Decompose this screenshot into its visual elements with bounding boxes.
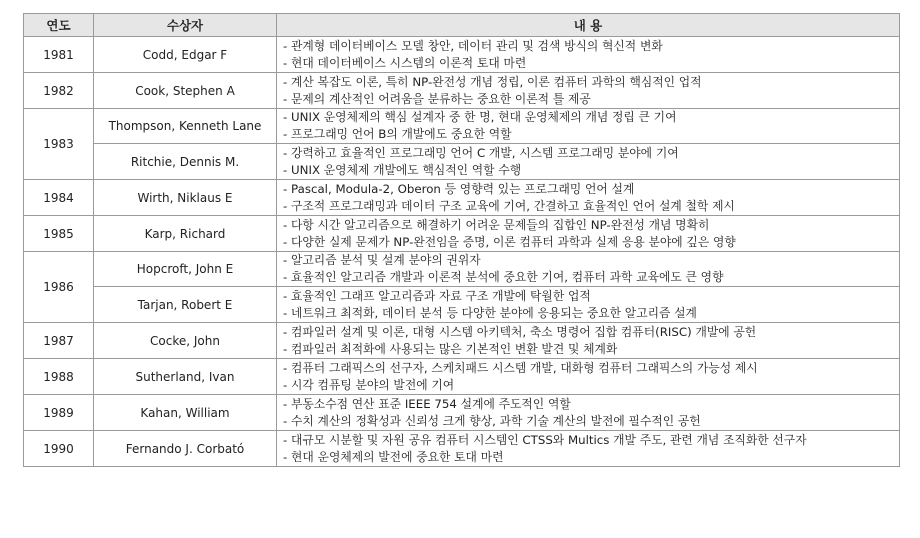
content-line: - 대규모 시분할 및 자원 공유 컴퓨터 시스템인 CTSS와 Multics 개발 주도, 관련 개념 조직화한 선구자	[283, 432, 807, 447]
table-row	[24, 252, 900, 287]
content-line: - 부동소수점 연산 표준 IEEE 754 설계에 주도적인 역할	[283, 396, 571, 411]
header-year: 연도	[24, 14, 94, 37]
table-row	[24, 180, 900, 216]
year-cell: 1984	[24, 180, 94, 216]
content-cell	[277, 180, 900, 216]
table-row	[24, 395, 900, 431]
content-cell	[277, 216, 900, 252]
table-row	[24, 287, 900, 323]
winner-cell: Tarjan, Robert E	[94, 287, 277, 323]
table-row	[24, 323, 900, 359]
content-line: - 프로그래밍 언어 B의 개발에도 중요한 역할	[283, 127, 512, 141]
winner-cell: Codd, Edgar F	[94, 37, 277, 73]
content-line: - 컴파일러 설계 및 이론, 대형 시스템 아키텍처, 축소 명령어 집합 컴퓨터(RISC) 개발에 공헌	[283, 324, 757, 339]
winner-cell: Cocke, John	[94, 323, 277, 359]
content-cell	[277, 359, 900, 395]
content-line: - UNIX 운영체제의 핵심 설계자 중 한 명, 현대 운영체제의 개념 정립 큰 기여	[283, 110, 677, 124]
winner-cell: Fernando J. Corbató	[94, 431, 277, 467]
content-line: - 효율적인 알고리즘 개발과 이론적 분석에 중요한 기여, 컴퓨터 과학 교육에도 큰 영향	[283, 270, 724, 284]
content-line: - 효율적인 그래프 알고리즘과 자료 구조 개발에 탁월한 업적	[283, 288, 591, 303]
content-line: - 알고리즘 분석 및 설계 분야의 권위자	[283, 253, 481, 267]
content-line: - 강력하고 효율적인 프로그래밍 언어 C 개발, 시스템 프로그래밍 분야에 기여	[283, 145, 679, 160]
content-cell	[277, 431, 900, 467]
table-row	[24, 144, 900, 180]
winner-cell: Wirth, Niklaus E	[94, 180, 277, 216]
table-row	[24, 37, 900, 73]
table-row	[24, 216, 900, 252]
content-line: - UNIX 운영체제 개발에도 핵심적인 역할 수행	[283, 162, 522, 177]
content-line: - 계산 복잡도 이론, 특히 NP-완전성 개념 정립, 이론 컴퓨터 과학의 핵심적인 업적	[283, 74, 702, 89]
content-line: - 컴파일러 최적화에 사용되는 많은 기본적인 변환 발견 및 체계화	[283, 341, 618, 356]
year-cell: 1989	[24, 395, 94, 431]
year-cell: 1988	[24, 359, 94, 395]
winner-cell: Ritchie, Dennis M.	[94, 144, 277, 180]
turing-award-table	[23, 13, 900, 467]
content-cell	[277, 252, 900, 287]
winner-cell: Hopcroft, John E	[94, 252, 277, 287]
year-cell: 1985	[24, 216, 94, 252]
content-line: - 다양한 실제 문제가 NP-완전임을 증명, 이론 컴퓨터 과학과 실제 응용 분야에 깊은 영향	[283, 234, 736, 249]
content-line: - 현대 데이터베이스 시스템의 이론적 토대 마련	[283, 55, 527, 70]
content-line: - 수치 계산의 정확성과 신뢰성 크게 향상, 과학 기술 계산의 발전에 필수적인 공헌	[283, 413, 701, 428]
year-cell: 1990	[24, 431, 94, 467]
content-line: - 문제의 계산적인 어려움을 분류하는 중요한 이론적 틀 제공	[283, 91, 591, 106]
content-line: - 컴퓨터 그래픽스의 선구자, 스케치패드 시스템 개발, 대화형 컴퓨터 그래픽스의 가능성 제시	[283, 360, 758, 375]
content-cell	[277, 144, 900, 180]
content-line: - 현대 운영체제의 발전에 중요한 토대 마련	[283, 449, 504, 464]
content-line: - 시각 컴퓨팅 분야의 발전에 기여	[283, 377, 455, 392]
content-cell	[277, 287, 900, 323]
winner-cell: Cook, Stephen A	[94, 73, 277, 109]
year-cell: 1981	[24, 37, 94, 73]
year-cell: 1987	[24, 323, 94, 359]
content-cell	[277, 323, 900, 359]
winner-cell: Karp, Richard	[94, 216, 277, 252]
header-row	[24, 14, 900, 37]
winner-cell: Kahan, William	[94, 395, 277, 431]
content-line: - Pascal, Modula-2, Oberon 등 영향력 있는 프로그래밍 언어 설계	[283, 181, 635, 196]
header-winner: 수상자	[94, 14, 277, 37]
content-line: - 네트워크 최적화, 데이터 분석 등 다양한 분야에 응용되는 중요한 알고리즘 설계	[283, 305, 697, 320]
year-cell: 1982	[24, 73, 94, 109]
content-cell	[277, 73, 900, 109]
content-line: - 구조적 프로그래밍과 데이터 구조 교육에 기여, 간결하고 효율적인 언어 설계 철학 제시	[283, 198, 735, 213]
content-cell	[277, 37, 900, 73]
winner-cell: Thompson, Kenneth Lane	[94, 109, 277, 144]
winner-cell: Sutherland, Ivan	[94, 359, 277, 395]
table-row	[24, 109, 900, 144]
content-line: - 관계형 데이터베이스 모델 창안, 데이터 관리 및 검색 방식의 혁신적 변화	[283, 38, 663, 53]
year-cell: 1983	[24, 109, 94, 180]
table-row	[24, 359, 900, 395]
content-cell	[277, 109, 900, 144]
awards-table-container	[23, 13, 899, 467]
content-line: - 다항 시간 알고리즘으로 해결하기 어려운 문제들의 집합인 NP-완전성 개념 명확히	[283, 217, 710, 232]
year-cell: 1986	[24, 252, 94, 323]
content-cell	[277, 395, 900, 431]
table-row	[24, 73, 900, 109]
table-row	[24, 431, 900, 467]
header-content: 내 용	[277, 14, 900, 37]
